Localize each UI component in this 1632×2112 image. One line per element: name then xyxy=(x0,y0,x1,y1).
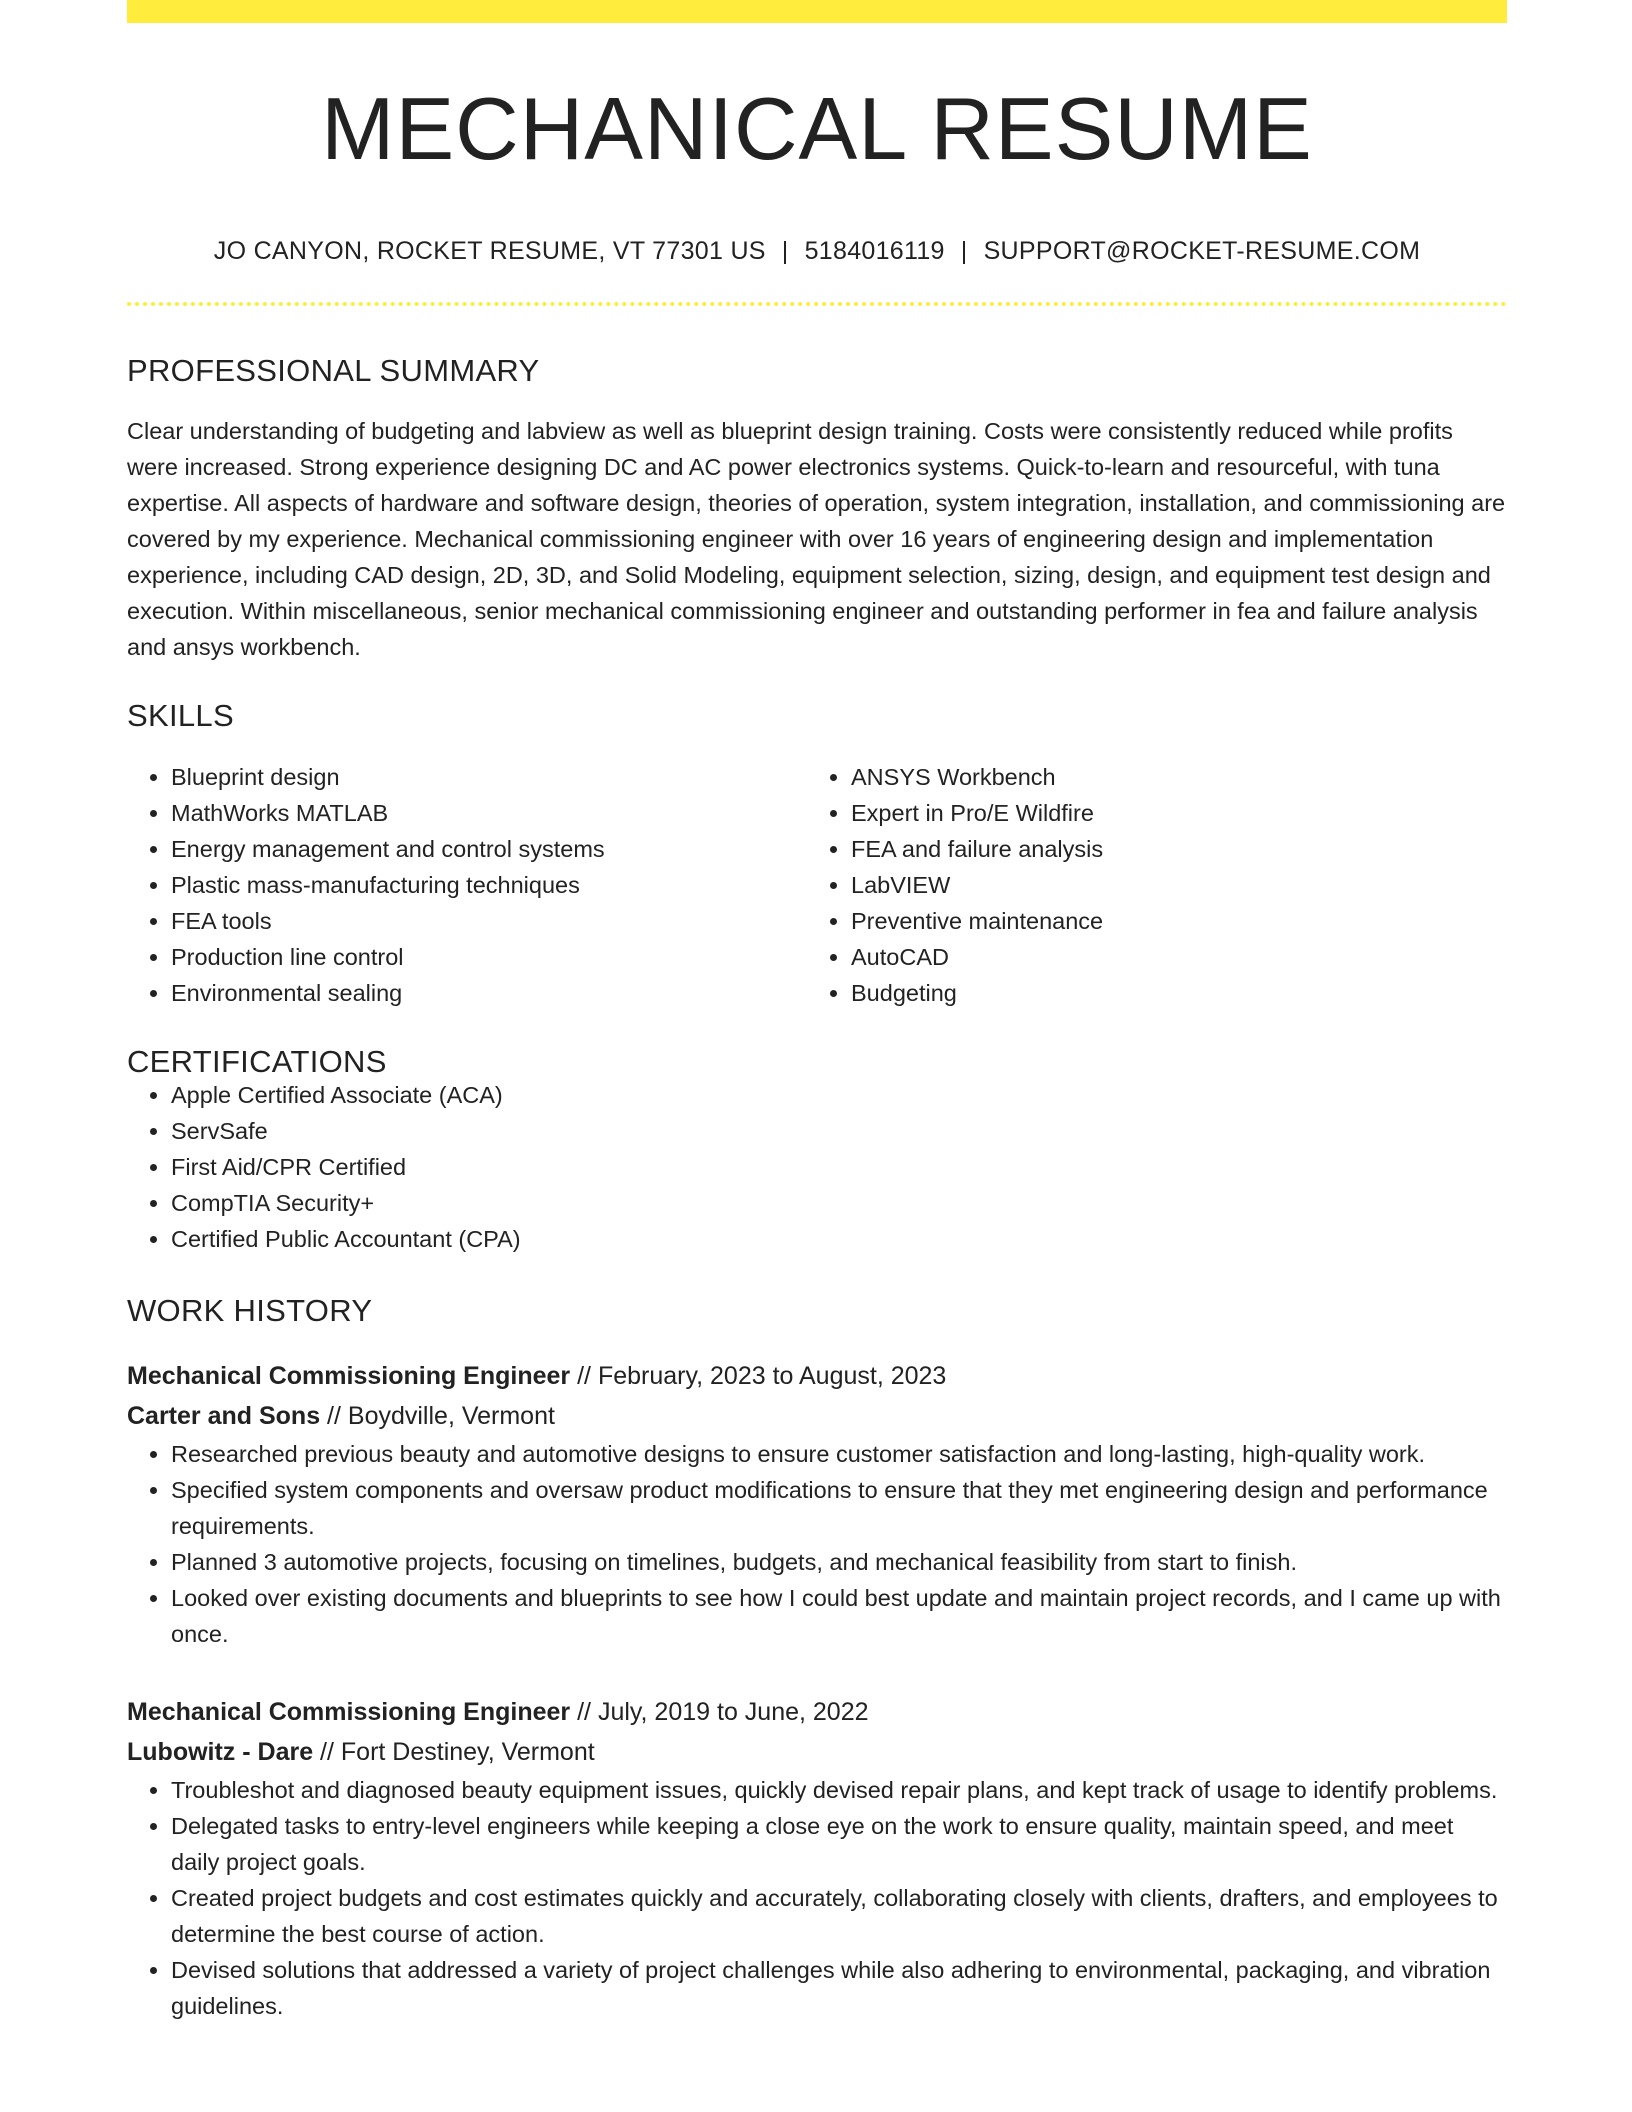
job-location: // Fort Destiney, Vermont xyxy=(313,1738,595,1766)
contact-separator: | xyxy=(781,237,789,265)
skill-item: • Blueprint design xyxy=(171,759,807,795)
job-bullet: • Researched previous beauty and automotive designs to ensure customer satisfaction and long-lasting, high-quality work. xyxy=(171,1436,1507,1472)
skills-list-left xyxy=(127,759,807,1011)
certification-item: • Certified Public Accountant (CPA) xyxy=(171,1221,1507,1257)
certification-item: • CompTIA Security+ xyxy=(171,1185,1507,1221)
contact-separator: | xyxy=(960,237,968,265)
job-dates: // February, 2023 to August, 2023 xyxy=(570,1362,947,1390)
job-company-line xyxy=(127,1396,1507,1436)
contact-line xyxy=(127,239,1507,264)
skill-item: • MathWorks MATLAB xyxy=(171,795,807,831)
skill-item: • FEA and failure analysis xyxy=(851,831,1487,867)
dotted-divider xyxy=(127,302,1507,306)
job-title-line xyxy=(127,1356,1507,1396)
contact-phone: 5184016119 xyxy=(804,237,945,265)
job-title-line xyxy=(127,1692,1507,1732)
job-bullet: • Delegated tasks to entry-level engineers while keeping a close eye on the work to ensure quality, maintain speed, and meet daily project goals. xyxy=(171,1808,1507,1880)
job-entry xyxy=(127,1692,1507,2024)
job-bullet: • Looked over existing documents and blueprints to see how I could best update and maintain project records, and I came up with once. xyxy=(171,1580,1507,1652)
job-bullet: • Troubleshot and diagnosed beauty equipment issues, quickly devised repair plans, and kept track of usage to identify problems. xyxy=(171,1772,1507,1808)
section-heading-certifications: CERTIFICATIONS xyxy=(127,1044,387,1079)
job-bullet: • Devised solutions that addressed a variety of project challenges while also adhering to environmental, packaging, and vibration guidelines. xyxy=(171,1952,1507,2024)
job-location: // Boydville, Vermont xyxy=(320,1402,555,1430)
job-company: Lubowitz - Dare xyxy=(127,1738,314,1766)
contact-address: JO CANYON, ROCKET RESUME, VT 77301 US xyxy=(213,237,766,265)
skills-column-right xyxy=(807,759,1487,1011)
skill-item: • Budgeting xyxy=(851,975,1487,1011)
skill-item: • Plastic mass-manufacturing techniques xyxy=(171,867,807,903)
job-company-line xyxy=(127,1732,1507,1772)
job-title: Mechanical Commissioning Engineer xyxy=(127,1698,571,1726)
certification-item: • ServSafe xyxy=(171,1113,1507,1149)
skill-item: • Production line control xyxy=(171,939,807,975)
skill-item: • LabVIEW xyxy=(851,867,1487,903)
skill-item: • ANSYS Workbench xyxy=(851,759,1487,795)
resume-page xyxy=(127,0,1507,2024)
job-bullet: • Specified system components and oversaw product modifications to ensure that they met engineering design and performance requirements. xyxy=(171,1472,1507,1544)
skill-item: • Expert in Pro/E Wildfire xyxy=(851,795,1487,831)
section-heading-summary: PROFESSIONAL SUMMARY xyxy=(127,353,540,388)
job-title: Mechanical Commissioning Engineer xyxy=(127,1362,571,1390)
skill-item: • AutoCAD xyxy=(851,939,1487,975)
skill-item: • FEA tools xyxy=(171,903,807,939)
resume-title: MECHANICAL RESUME xyxy=(321,79,1313,178)
section-heading-skills: SKILLS xyxy=(127,698,234,733)
section-heading-work-history: WORK HISTORY xyxy=(127,1293,373,1328)
skill-item: • Preventive maintenance xyxy=(851,903,1487,939)
job-bullet-list xyxy=(127,1436,1507,1652)
certifications-list xyxy=(127,1077,1507,1257)
contact-email: SUPPORT@ROCKET-RESUME.COM xyxy=(983,237,1421,265)
skill-item: • Environmental sealing xyxy=(171,975,807,1011)
skills-columns xyxy=(127,759,1507,1011)
job-company: Carter and Sons xyxy=(127,1402,321,1430)
accent-top-bar xyxy=(127,0,1507,23)
skills-column-left xyxy=(127,759,807,1011)
job-dates: // July, 2019 to June, 2022 xyxy=(570,1698,869,1726)
job-bullet-list xyxy=(127,1772,1507,2024)
job-bullet: • Created project budgets and cost estimates quickly and accurately, collaborating closely with clients, drafters, and employees to determine the best course of action. xyxy=(171,1880,1507,1952)
skills-list-right xyxy=(807,759,1487,1011)
job-bullet: • Planned 3 automotive projects, focusing on timelines, budgets, and mechanical feasibility from start to finish. xyxy=(171,1544,1507,1580)
certification-item: • Apple Certified Associate (ACA) xyxy=(171,1077,1507,1113)
summary-text: Clear understanding of budgeting and labview as well as blueprint design training. Costs were consistently reduced while profits were increased. Strong experience designing DC and AC power electronics systems. Quick-to-learn and resourceful, with tuna expertise. All aspects of hardware and software design, theories of operation, system integration, installation, and commissioning are covered by my experience. Mechanical commissioning engineer with over 16 years of engineering design and implementation experience, including CAD design, 2D, 3D, and Solid Modeling, equipment selection, sizing, design, and equipment test design and execution. Within miscellaneous, senior mechanical commissioning engineer and outstanding performer in fea and failure analysis and ansys workbench. xyxy=(127,418,1506,660)
job-entry xyxy=(127,1356,1507,1652)
skill-item: • Energy management and control systems xyxy=(171,831,807,867)
certification-item: • First Aid/CPR Certified xyxy=(171,1149,1507,1185)
